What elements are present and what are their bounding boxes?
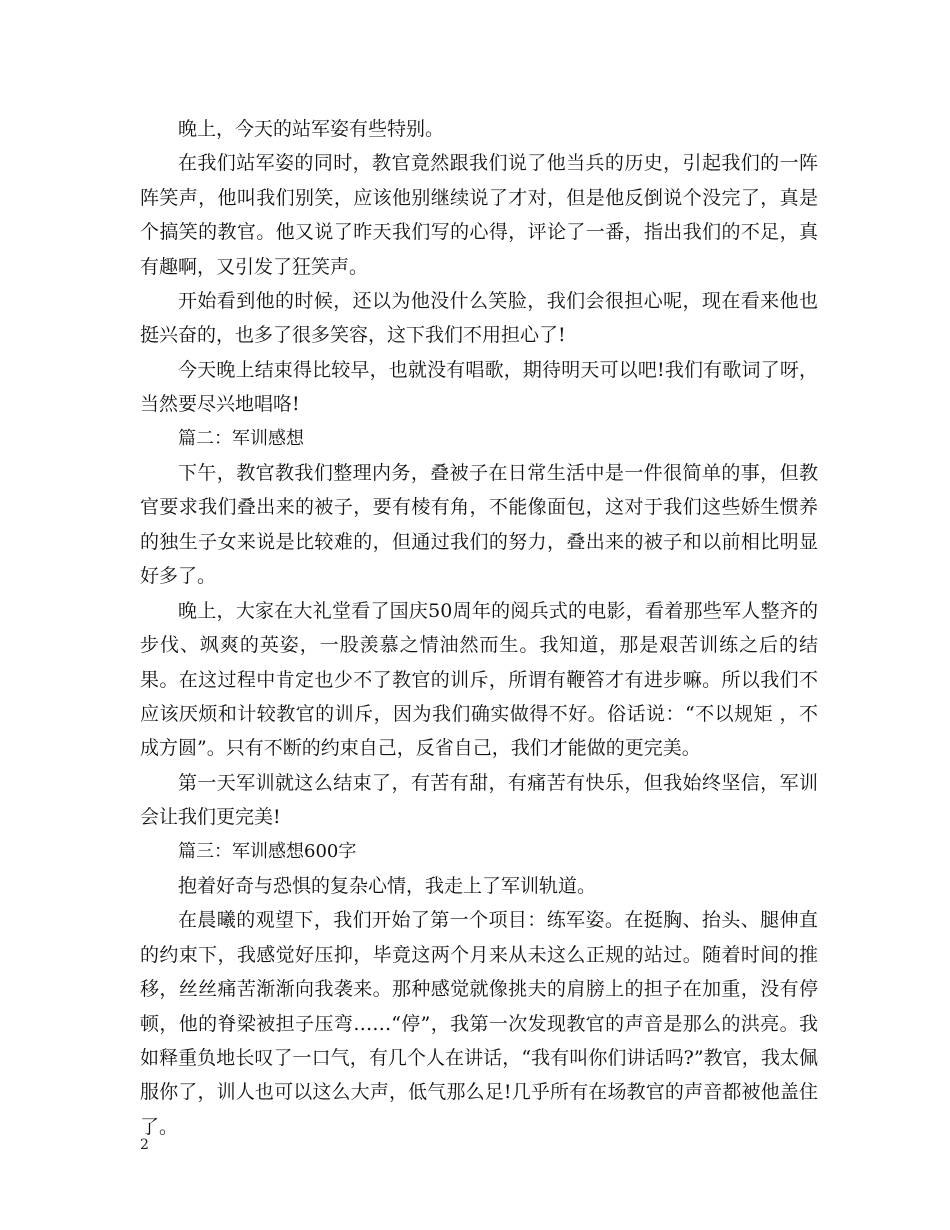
- paragraph: 晚上，今天的站军姿有些特别。: [178, 118, 445, 140]
- page-number: 2: [140, 1137, 149, 1153]
- section-heading: 篇二：军训感想: [178, 427, 304, 449]
- section-heading: 篇三：军训感想600字: [178, 840, 357, 862]
- paragraph: 第一天军训就这么结束了，有苦有甜，有痛苦有快乐，但我始终坚信，军训会让我们更完美!: [140, 771, 818, 829]
- paragraph: 下午，教官教我们整理内务，叠被子在日常生活中是一件很简单的事，但教官要求我们叠出来的被子，要有棱有角，不能像面包，这对于我们这些娇生惯养的独生子女来说是比较难的，但通过我们的努力，叠出来的被子和以前相比明显好多了。: [140, 462, 818, 588]
- paragraph: 在晨曦的观望下，我们开始了第一个项目：练军姿。在挺胸、抬头、腿伸直的约束下，我感觉好压抑，毕竟这两个月来从未这么正规的站过。随着时间的推移，丝丝痛苦渐渐向我袭来。那种感觉就像挑夫的肩膀上的担子在加重，没有停顿，他的脊梁被担子压弯……“停”，我第一次发现教官的声音是那么的洪亮。我如释重负地长叹了一口气，有几个人在讲话，“我有叫你们讲话吗?”教官，我太佩服你了，训人也可以这么大声，低气那么足!几乎所有在场教官的声音都被他盖住了。: [140, 909, 818, 1138]
- paragraph: 开始看到他的时候，还以为他没什么笑脸，我们会很担心呢，现在看来他也挺兴奋的，也多了很多笑容，这下我们不用担心了!: [140, 290, 818, 347]
- document-body: [140, 112, 818, 1144]
- paragraph: 在我们站军姿的同时，教官竟然跟我们说了他当兵的历史，引起我们的一阵阵笑声，他叫我们别笑，应该他别继续说了才对，但是他反倒说个没完了，真是个搞笑的教官。他又说了昨天我们写的心得，评论了一番，指出我们的不足，真有趣啊，又引发了狂笑声。: [140, 152, 818, 278]
- paragraph: 今天晚上结束得比较早，也就没有唱歌，期待明天可以吧!我们有歌词了呀，当然要尽兴地唱咯!: [140, 358, 818, 416]
- paragraph: 晚上，大家在大礼堂看了国庆50周年的阅兵式的电影，看着那些军人整齐的步伐、飒爽的英姿，一股羡慕之情油然而生。我知道，那是艰苦训练之后的结果。在这过程中肯定也少不了教官的训斥，所谓有鞭笞才有进步嘛。所以我们不应该厌烦和计较教官的训斥，因为我们确实做得不好。俗话说：“不以规矩 ，不成方圆”。只有不断的约束自己，反省自己，我们才能做的更完美。: [140, 599, 818, 760]
- paragraph: 抱着好奇与恐惧的复杂心情，我走上了军训轨道。: [178, 874, 597, 897]
